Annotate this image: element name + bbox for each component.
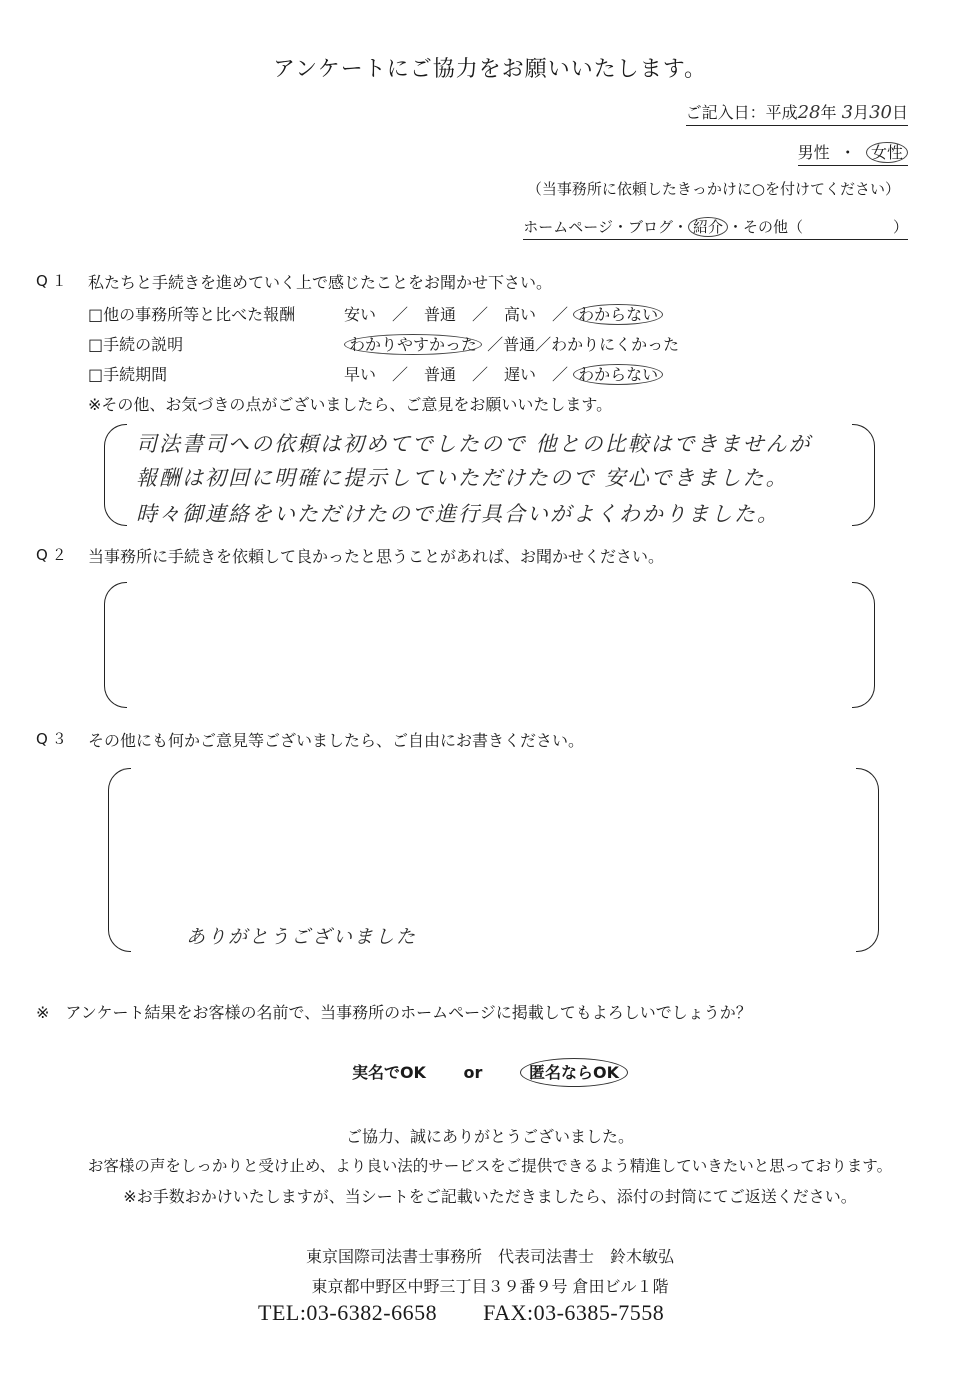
gender-female-selected: 女性: [866, 142, 908, 163]
q1-row-selected: わかりやすかった: [344, 334, 482, 355]
gender-male: 男性: [797, 143, 830, 162]
consent-choices: [0, 1060, 980, 1083]
q1-row-options: [344, 332, 679, 355]
date-year-suffix: 年: [820, 103, 837, 122]
office-name: 東京国際司法書士事務所 代表司法書士 鈴木敏弘: [305, 1247, 674, 1266]
date-year: 28: [797, 102, 821, 123]
q1-answer-line: 報酬は初回に明確に提示していただけたので 安心できました。: [136, 466, 789, 490]
q1-answer-line: 司法書司への依頼は初めてでしたので 他との比較はできませんが: [136, 432, 812, 456]
q3-bracket-right: [856, 768, 879, 952]
q1-row-label: □手続の説明: [88, 335, 184, 354]
q1-bracket-left: [104, 424, 127, 526]
q1-row-selected: わからない: [573, 364, 663, 385]
contact-line: [258, 1300, 710, 1326]
q1-row-label: □他の事務所等と比べた報酬: [88, 305, 296, 324]
q1-row-opts-text: ／普通／わかりにくかった: [487, 335, 680, 354]
option-or: or: [463, 1063, 483, 1082]
q3-bracket-left: [108, 768, 131, 952]
gender-field: [798, 140, 908, 166]
entry-date: [686, 100, 908, 126]
consent-question: ※ アンケート結果をお客様の名前で、当事務所のホームページに掲載してもよろしいでしょうか？: [36, 1003, 752, 1022]
date-month-suffix: 月: [853, 103, 870, 122]
date-label: ご記入日：平成: [685, 103, 798, 122]
trigger-options: ホームページ・ブログ・: [523, 218, 688, 236]
q1-row-options: [344, 362, 663, 385]
q3-text: その他にも何かご意見等ございましたら、ご自由にお書きください。: [88, 731, 585, 750]
fax-number: FAX:03-6385-7558: [483, 1300, 665, 1325]
q1-row-selected: わからない: [573, 304, 663, 325]
q3-number: Q３: [36, 730, 71, 748]
q1-number: Q１: [36, 272, 71, 290]
closing-return-note: ※お手数おかけいたしますが、当シートをご記載いただきましたら、添付の封筒にてご返送ください。: [123, 1187, 857, 1206]
q2-bracket-right: [852, 582, 875, 708]
trigger-instruction: （当事務所に依頼したきっかけに○を付けてください）: [526, 180, 900, 198]
closing-thanks: ご協力、誠にありがとうございました。: [345, 1127, 634, 1146]
tel-number: TEL:03-6382-6658: [258, 1300, 438, 1325]
q1-row-opts-text: 安い ／ 普通 ／ 高い ／: [344, 305, 569, 324]
trigger-selected: 紹介: [688, 217, 728, 237]
date-day: 30: [869, 102, 892, 123]
option-real-name: 実名でOK: [351, 1063, 426, 1082]
page-title: アンケートにご協力をお願いいたします。: [273, 57, 707, 82]
q1-answer-line: 時々御連絡をいただけたので進行具合いがよくわかりました。: [136, 502, 780, 526]
gender-separator: ・: [839, 143, 856, 162]
q1-note: ※その他、お気づきの点がございましたら、ご意見をお願いいたします。: [88, 395, 613, 414]
q3-answer: ありがとうございました: [186, 926, 418, 948]
office-address: 東京都中野区中野三丁目３９番９号 倉田ビル１階: [311, 1277, 669, 1296]
closing-message: お客様の声をしっかりと受け止め、より良い法的サービスをご提供できるよう精進していきたいと思っております。: [87, 1157, 893, 1175]
date-day-suffix: 日: [891, 103, 908, 122]
date-month: 3: [841, 102, 854, 123]
q2-bracket-left: [104, 582, 127, 708]
q1-row-options: [344, 302, 663, 325]
q2-text: 当事務所に手続きを依頼して良かったと思うことがあれば、お聞かせください。: [88, 547, 665, 566]
trigger-field: [523, 216, 908, 240]
q1-text: 私たちと手続きを進めていく上で感じたことをお聞かせ下さい。: [88, 273, 553, 292]
q1-row-opts-text: 早い ／ 普通 ／ 遅い ／: [344, 365, 569, 384]
q2-number: Q２: [36, 546, 71, 564]
trigger-rest: ・その他（ ）: [727, 218, 908, 236]
q1-row-label: □手続期間: [88, 365, 168, 384]
option-anonymous-selected: 匿名ならOK: [520, 1058, 628, 1087]
q1-bracket-right: [852, 424, 875, 526]
